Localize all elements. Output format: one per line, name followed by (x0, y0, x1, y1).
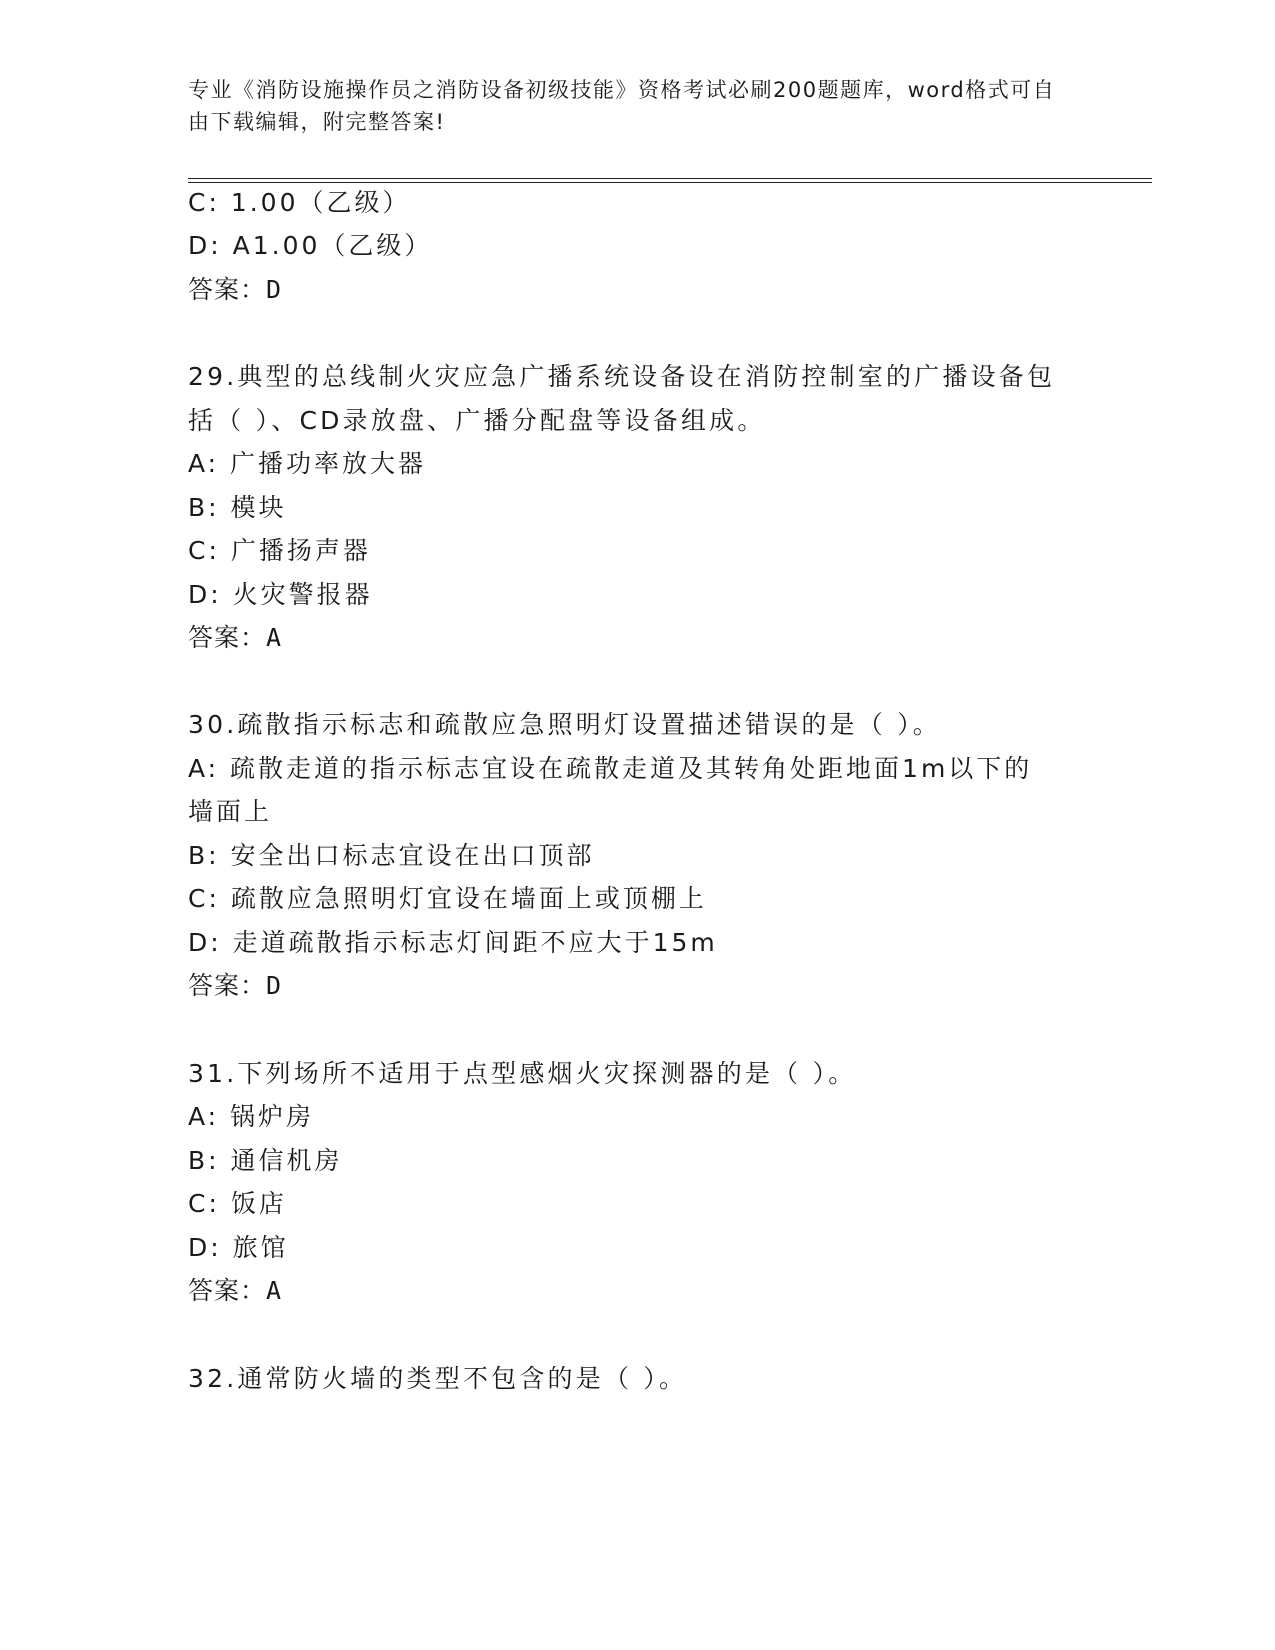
q29-option-c: C: 广播扬声器 (188, 536, 371, 565)
q29-option-a: A: 广播功率放大器 (188, 449, 427, 478)
q29-answer: 答案：A (188, 623, 283, 652)
q31-stem: 31.下列场所不适用于点型感烟火灾探测器的是（ ）。 (188, 1059, 857, 1088)
prev-answer: 答案：D (188, 275, 283, 304)
q30-option-c: C: 疏散应急照明灯宜设在墙面上或顶棚上 (188, 884, 707, 913)
q30-option-a-line2: 墙面上 (188, 797, 273, 826)
q31-option-c: C: 饭店 (188, 1189, 287, 1218)
q31-option-a: A: 锅炉房 (188, 1102, 315, 1131)
q31-option-b: B: 通信机房 (188, 1146, 343, 1175)
q29-option-b: B: 模块 (188, 493, 287, 522)
header-divider-top (188, 178, 1152, 179)
prev-option-d: D: A1.00（乙级） (188, 231, 433, 260)
prev-option-c: C: 1.00（乙级） (188, 188, 411, 217)
q30-answer: 答案：D (188, 971, 283, 1000)
header-divider-bottom (188, 182, 1152, 183)
q32-stem: 32.通常防火墙的类型不包含的是（ ）。 (188, 1364, 688, 1393)
q30-stem: 30.疏散指示标志和疏散应急照明灯设置描述错误的是（ ）。 (188, 710, 942, 739)
q30-option-d: D: 走道疏散指示标志灯间距不应大于15m (188, 928, 718, 957)
q30-option-a-line1: A: 疏散走道的指示标志宜设在疏散走道及其转角处距地面1m以下的 (188, 754, 1033, 783)
q31-option-d: D: 旅馆 (188, 1233, 289, 1262)
q31-answer: 答案：A (188, 1276, 283, 1305)
q29-stem-line1: 29.典型的总线制火灾应急广播系统设备设在消防控制室的广播设备包 (188, 362, 1056, 391)
q29-option-d: D: 火灾警报器 (188, 580, 373, 609)
q29-stem-line2: 括（ ）、CD录放盘、广播分配盘等设备组成。 (188, 406, 766, 435)
document-header: 专业《消防设施操作员之消防设备初级技能》资格考试必刷200题题库，word格式可自由下载编辑，附完整答案! (188, 78, 1056, 134)
q30-option-b: B: 安全出口标志宜设在出口顶部 (188, 841, 595, 870)
